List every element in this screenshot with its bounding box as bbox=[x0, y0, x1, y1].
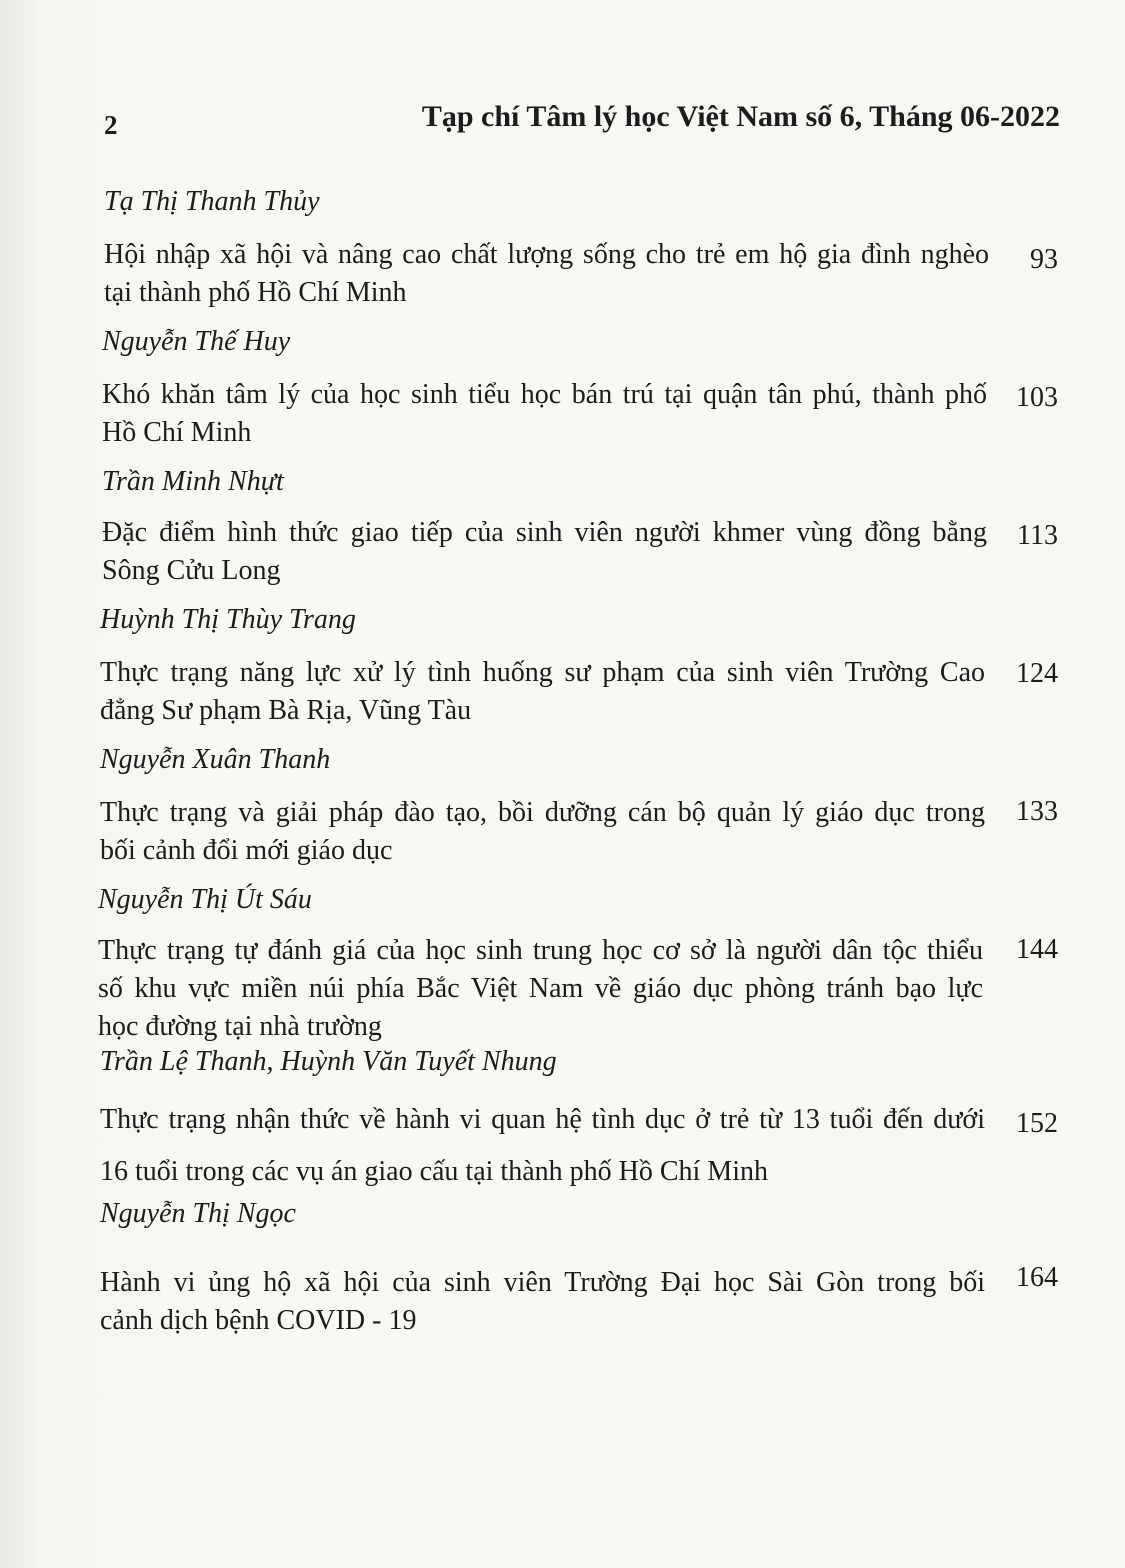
entry-title-line: Thực trạng nhận thức về hành vi quan hệ tình dục ở trẻ từ 13 tuổi đến dưới bbox=[100, 1104, 985, 1135]
entry-author: Tạ Thị Thanh Thủy bbox=[104, 186, 320, 217]
entry-page-number: 93 bbox=[1030, 244, 1058, 275]
entry-title-line: số khu vực miền núi phía Bắc Việt Nam về giáo dục phòng tránh bạo lực bbox=[98, 973, 983, 1004]
entry-page-number: 164 bbox=[1016, 1262, 1058, 1293]
entry-title bbox=[98, 932, 983, 1046]
entry-title-line: Hội nhập xã hội và nâng cao chất lượng sống cho trẻ em hộ gia đình nghèo bbox=[104, 239, 989, 270]
entry-title-line: đẳng Sư phạm Bà Rịa, Vũng Tàu bbox=[100, 695, 472, 726]
entry-title bbox=[102, 376, 987, 452]
entry-title-line: cảnh dịch bệnh COVID - 19 bbox=[100, 1305, 417, 1336]
running-header bbox=[102, 100, 1060, 144]
entry-title bbox=[102, 514, 987, 590]
entry-title bbox=[100, 654, 985, 730]
entry-author: Nguyễn Thị Ngọc bbox=[100, 1198, 296, 1229]
journal-title: Tạp chí Tâm lý học Việt Nam số 6, Tháng 06-2022 bbox=[421, 100, 1060, 133]
entry-title-line: Thực trạng năng lực xử lý tình huống sư phạm của sinh viên Trường Cao bbox=[100, 657, 985, 688]
entry-title bbox=[100, 794, 985, 870]
entry-page-number: 152 bbox=[1016, 1108, 1058, 1139]
entry-author: Nguyễn Thế Huy bbox=[102, 326, 291, 357]
entry-page-number: 124 bbox=[1016, 658, 1058, 689]
entry-title bbox=[100, 1094, 985, 1198]
entry-title bbox=[104, 236, 989, 312]
entry-title-line: Khó khăn tâm lý của học sinh tiểu học bán trú tại quận tân phú, thành phố bbox=[102, 379, 987, 410]
entry-title-line: tại thành phố Hồ Chí Minh bbox=[104, 277, 407, 308]
entry-title-line: học đường tại nhà trường bbox=[98, 1011, 382, 1042]
entry-author: Trần Minh Nhựt bbox=[102, 466, 284, 497]
entry-author: Huỳnh Thị Thùy Trang bbox=[100, 604, 356, 635]
entry-title-line: Thực trạng và giải pháp đào tạo, bồi dưỡng cán bộ quản lý giáo dục trong bbox=[100, 797, 985, 828]
entry-title-line: Đặc điểm hình thức giao tiếp của sinh viên người khmer vùng đồng bằng bbox=[102, 517, 987, 548]
entry-author: Nguyễn Xuân Thanh bbox=[100, 744, 331, 775]
entry-title-line: Thực trạng tự đánh giá của học sinh trung học cơ sở là người dân tộc thiểu bbox=[98, 935, 983, 966]
entry-title-line: 16 tuổi trong các vụ án giao cấu tại thành phố Hồ Chí Minh bbox=[100, 1156, 768, 1187]
entry-page-number: 144 bbox=[1016, 934, 1058, 965]
entry-title-line: Sông Cửu Long bbox=[102, 555, 281, 586]
entry-title-line: Hành vi ủng hộ xã hội của sinh viên Trường Đại học Sài Gòn trong bối bbox=[100, 1267, 985, 1298]
entry-page-number: 113 bbox=[1017, 520, 1058, 551]
entry-author: Nguyễn Thị Út Sáu bbox=[98, 884, 312, 915]
entry-page-number: 133 bbox=[1016, 796, 1058, 827]
header-page-number: 2 bbox=[104, 110, 118, 140]
entry-page-number: 103 bbox=[1016, 382, 1058, 413]
entry-title-line: Hồ Chí Minh bbox=[102, 417, 252, 448]
entry-title-line: bối cảnh đổi mới giáo dục bbox=[100, 835, 393, 866]
entry-title bbox=[100, 1264, 985, 1340]
entry-author: Trần Lệ Thanh, Huỳnh Văn Tuyết Nhung bbox=[100, 1046, 557, 1077]
